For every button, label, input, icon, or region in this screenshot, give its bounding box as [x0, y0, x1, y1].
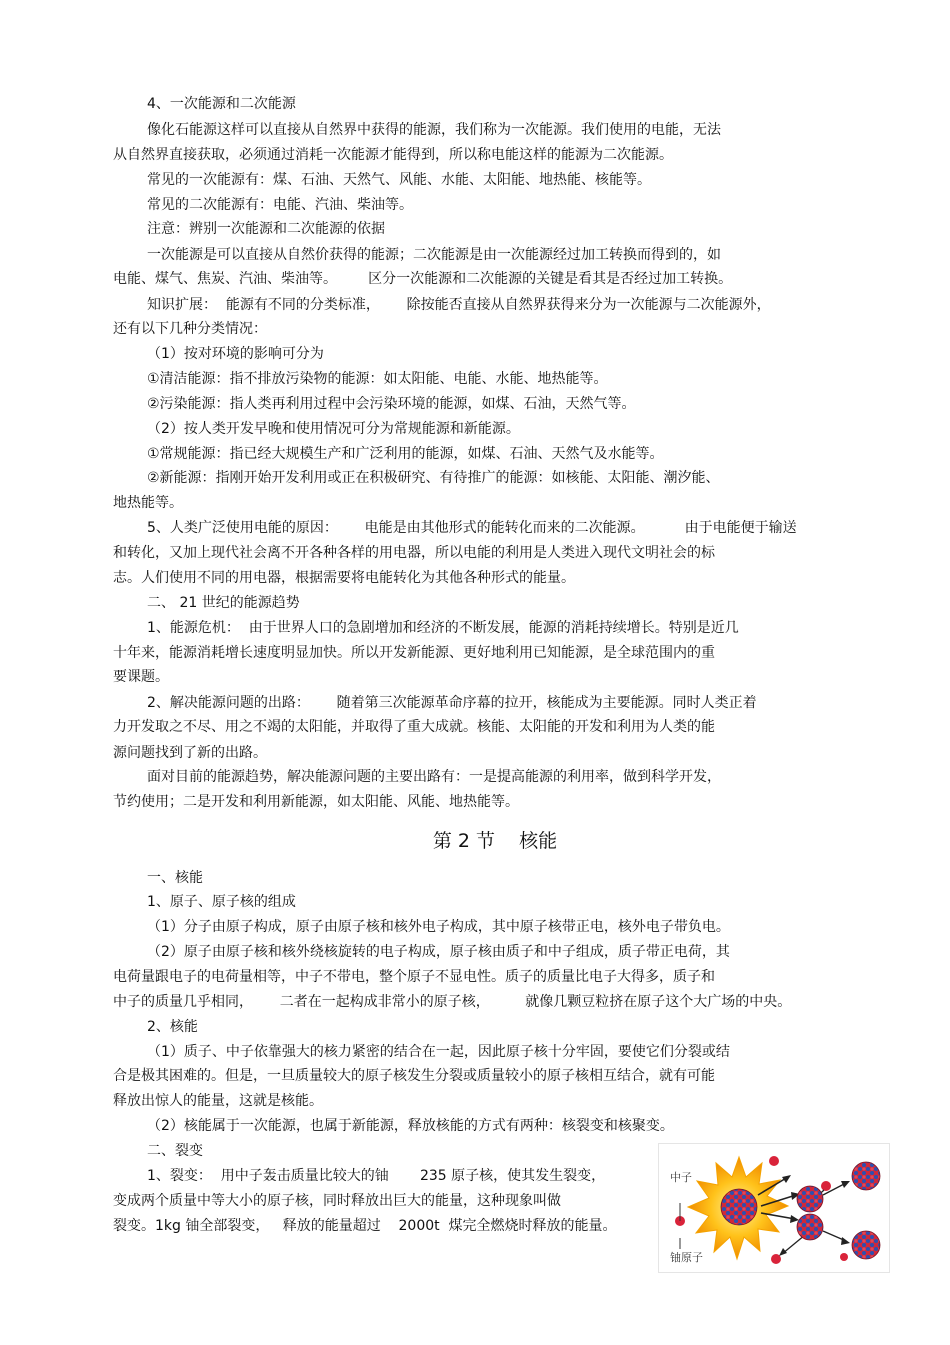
paragraph-line: 1、能源危机： 由于世界人口的急剧增加和经济的不断发展，能源的消耗持续增长。特别是近几 [147, 620, 739, 636]
paragraph-line: 十年来，能源消耗增长速度明显加快。所以开发新能源、更好地利用已知能源，是全球范围内的重 [113, 645, 715, 661]
list-item: ①常规能源：指已经大规模生产和广泛利用的能源，如煤、石油、天然气及水能等。 [147, 446, 664, 462]
paragraph-line: 电荷量跟电子的电荷量相等，中子不带电，整个原子不显电性。质子的质量比电子大得多，质子和 [113, 969, 715, 985]
heading-primary-secondary-energy: 4、一次能源和二次能源 [147, 96, 296, 112]
list-item: ②新能源：指刚开始开发利用或正在积极研究、有待推广的能源：如核能、太阳能、潮汐能、 [147, 470, 720, 486]
list-heading: （1）按对环境的影响可分为 [147, 346, 324, 362]
section-heading: 一、核能 [147, 870, 203, 886]
paragraph-line: 一次能源是可以直接从自然价获得的能源；二次能源是由一次能源经过加工转换而得到的，如 [147, 247, 721, 263]
paragraph-line: 电能、煤气、焦炭、汽油、柴油等。 区分一次能源和二次能源的关键是看其是否经过加工转换。 [113, 271, 733, 287]
section-title: 第 2 节 核能 [432, 830, 558, 852]
paragraph-line: 常见的二次能源有：电能、汽油、柴油等。 [147, 197, 413, 213]
sub-heading: 1、原子、原子核的组成 [147, 894, 296, 910]
paragraph-line: 志。人们使用不同的用电器，根据需要将电能转化为其他各种形式的能量。 [113, 570, 575, 586]
paragraph-line: 地热能等。 [113, 495, 183, 511]
paragraph-line: 节约使用；二是开发和利用新能源，如太阳能、风能、地热能等。 [113, 794, 519, 810]
fission-illustration [658, 1143, 890, 1273]
paragraph-line: 源问题找到了新的出路。 [113, 745, 267, 761]
paragraph-line: 注意：辨别一次能源和二次能源的依据 [147, 221, 385, 237]
neutron [840, 1253, 848, 1261]
paragraph-line: （1）质子、中子依靠强大的核力紧密的结合在一起，因此原子核十分牢固，要使它们分裂或结 [147, 1044, 730, 1060]
product-nucleus [797, 1186, 823, 1212]
neutron [821, 1181, 831, 1191]
paragraph-line: 还有以下几种分类情况： [113, 321, 267, 337]
paragraph-line: 从自然界直接获取，必须通过消耗一次能源才能得到，所以称电能这样的能源为二次能源。 [113, 147, 673, 163]
paragraph-line: 2、解决能源问题的出路： 随着第三次能源革命序幕的拉开，核能成为主要能源。同时人类正着 [147, 695, 757, 711]
paragraph-line: 裂变。1kg 铀全部裂变， 释放的能量超过 2000t 煤完全燃烧时释放的能量。 [113, 1218, 617, 1234]
paragraph-line: 像化石能源这样可以直接从自然界中获得的能源，我们称为一次能源。我们使用的电能，无法 [147, 122, 721, 138]
paragraph-line: 变成两个质量中等大小的原子核，同时释放出巨大的能量，这种现象叫做 [113, 1193, 561, 1209]
list-item: ②污染能源：指人类再利用过程中会污染环境的能源，如煤、石油，天然气等。 [147, 396, 636, 412]
paragraph-line: 要课题。 [113, 669, 169, 685]
product-nucleus [797, 1214, 823, 1240]
paragraph-line: 知识扩展： 能源有不同的分类标准， 除按能否直接从自然界获得来分为一次能源与二次能源外， [147, 297, 771, 313]
list-heading: （2）按人类开发早晚和使用情况可分为常规能源和新能源。 [147, 421, 520, 437]
list-item: ①清洁能源：指不排放污染物的能源：如太阳能、电能、水能、地热能等。 [147, 371, 608, 387]
paragraph-line: 力开发取之不尽、用之不竭的太阳能，并取得了重大成就。核能、太阳能的开发和利用为人类的能 [113, 719, 715, 735]
paragraph-line: （2）核能属于一次能源，也属于新能源，释放核能的方式有两种：核裂变和核聚变。 [147, 1118, 674, 1134]
paragraph-line: （1）分子由原子构成，原子由原子核和核外电子构成，其中原子核带正电，核外电子带负电。 [147, 919, 730, 935]
paragraph-line: 合是极其困难的。但是，一旦质量较大的原子核发生分裂或质量较小的原子核相互结合，就有可能 [113, 1068, 715, 1084]
fission-diagram [658, 1143, 890, 1273]
paragraph-line: 5、人类广泛使用电能的原因： 电能是由其他形式的能转化而来的二次能源。 由于电能便于输送 [147, 520, 797, 536]
uranium-label: 铀原子 [670, 1251, 703, 1264]
section-heading: 二、裂变 [147, 1143, 203, 1159]
paragraph-line: 常见的一次能源有：煤、石油、天然气、风能、水能、太阳能、地热能、核能等。 [147, 172, 651, 188]
sub-heading: 2、核能 [147, 1019, 198, 1035]
product-nucleus [852, 1231, 880, 1259]
section-heading: 二、 21 世纪的能源趋势 [147, 595, 300, 611]
paragraph-line: 和转化，又加上现代社会离不开各种各样的用电器，所以电能的利用是人类进入现代文明社会的标 [113, 545, 715, 561]
paragraph-line: 1、裂变： 用中子轰击质量比较大的铀 235 原子核，使其发生裂变， [147, 1168, 606, 1184]
neutron [769, 1156, 779, 1166]
neutron-label: 中子 [670, 1171, 692, 1184]
product-nucleus [852, 1162, 880, 1190]
paragraph-line: 面对目前的能源趋势，解决能源问题的主要出路有：一是提高能源的利用率，做到科学开发， [147, 769, 721, 785]
paragraph-line: 中子的质量几乎相同， 二者在一起构成非常小的原子核， 就像几颗豆粒挤在原子这个大广场的中央。 [113, 994, 792, 1010]
paragraph-line: 释放出惊人的能量，这就是核能。 [113, 1093, 323, 1109]
paragraph-line: （2）原子由原子核和核外绕核旋转的电子构成，原子核由质子和中子组成，质子带正电荷，其 [147, 944, 730, 960]
uranium-nucleus [721, 1189, 757, 1225]
